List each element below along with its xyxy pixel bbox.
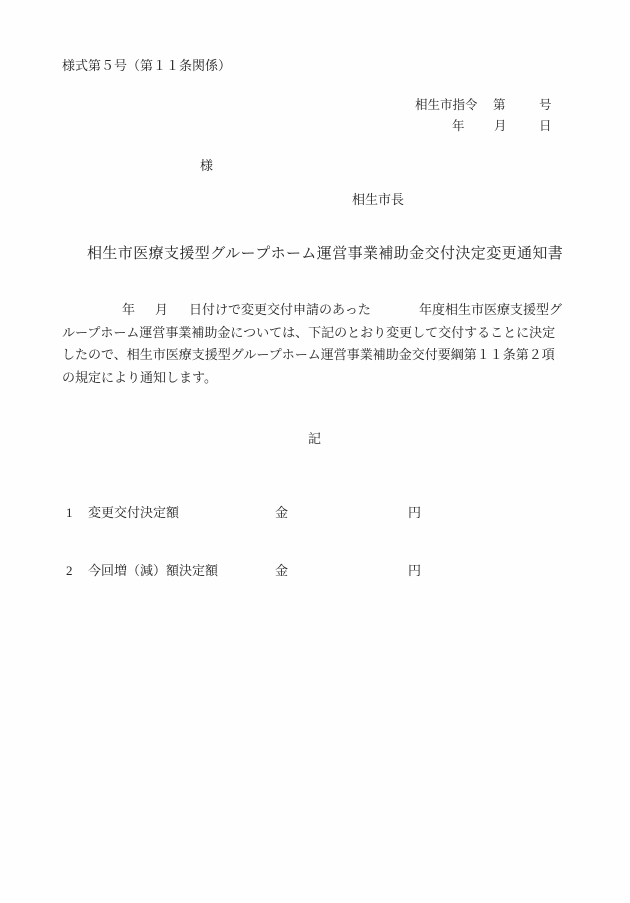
body-month-label: 月 bbox=[155, 302, 169, 317]
form-number: 様式第５号（第１１条関係） bbox=[62, 58, 232, 73]
item-row-1 bbox=[0, 506, 630, 522]
currency-prefix: 金 bbox=[275, 505, 289, 520]
addressee-honorific: 様 bbox=[200, 158, 214, 173]
item-row-2 bbox=[0, 564, 630, 580]
directive-number-suffix: 号 bbox=[539, 98, 552, 112]
currency-suffix: 円 bbox=[408, 505, 422, 520]
body-day-phrase: 日付けで変更交付申請のあった bbox=[189, 302, 371, 317]
date-month-label: 月 bbox=[494, 119, 507, 133]
item-number: 1 bbox=[66, 505, 73, 520]
item-label: 今回増（減）額決定額 bbox=[88, 563, 219, 578]
directive-number-prefix: 第 bbox=[493, 98, 506, 112]
body-year-label: 年 bbox=[122, 302, 136, 317]
date-year-label: 年 bbox=[452, 119, 465, 133]
record-marker: 記 bbox=[308, 431, 322, 446]
item-number: 2 bbox=[66, 563, 73, 578]
sender-title: 相生市長 bbox=[352, 192, 405, 207]
directive-agency: 相生市指令 bbox=[415, 98, 478, 112]
document-title: 相生市医療支援型グループホーム運営事業補助金交付決定変更通知書 bbox=[87, 246, 564, 262]
body-line-4: の規定により通知します。 bbox=[62, 370, 217, 385]
item-label: 変更交付決定額 bbox=[88, 505, 180, 520]
body-line-3: したので、相生市医療支援型グループホーム運営事業補助金交付要綱第１１条第２項 bbox=[62, 347, 555, 362]
date-day-label: 日 bbox=[539, 119, 552, 133]
body-line-2: ループホーム運営事業補助金については、下記のとおり変更して交付することに決定 bbox=[62, 325, 556, 340]
currency-prefix: 金 bbox=[275, 563, 289, 578]
body-fiscal-phrase: 年度相生市医療支援型グ bbox=[419, 302, 563, 317]
currency-suffix: 円 bbox=[408, 563, 422, 578]
